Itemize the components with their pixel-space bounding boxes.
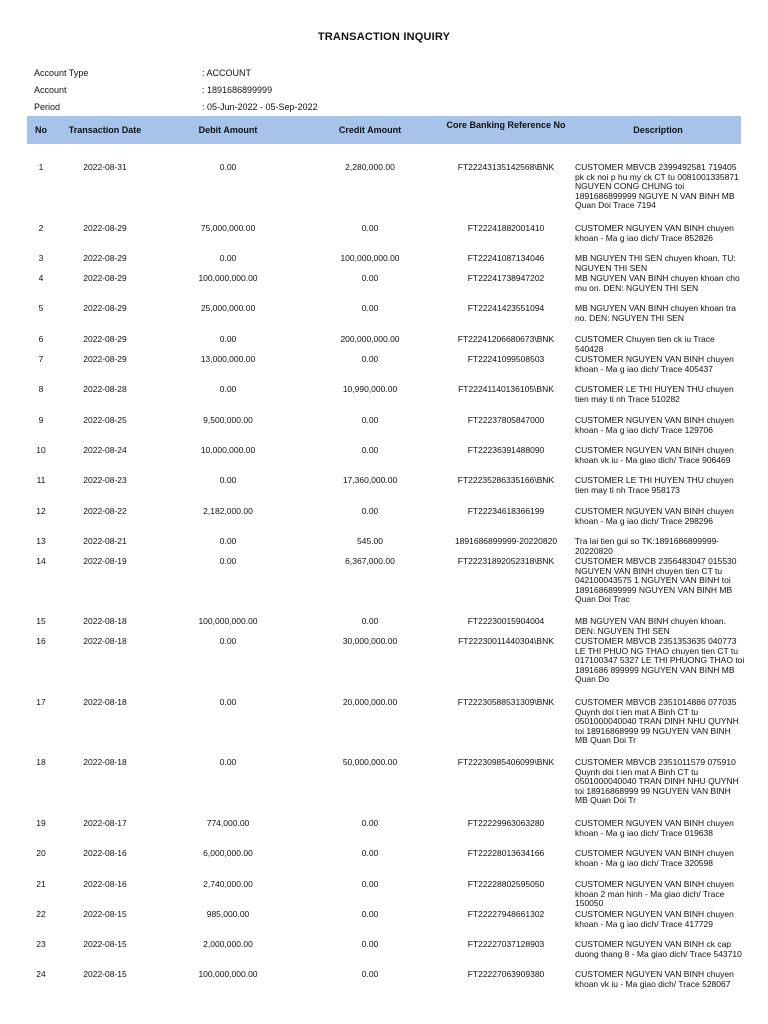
cell-credit: 0.00 (361, 616, 379, 626)
cell-no: 8 (38, 384, 44, 394)
cell-debit: 0.00 (219, 536, 237, 546)
cell-no: 16 (36, 636, 46, 646)
cell-debit: 985,000.00 (206, 909, 250, 919)
cell-no: 17 (36, 697, 46, 707)
cell-credit: 6,367,000.00 (345, 556, 395, 566)
cell-credit: 0.00 (361, 848, 379, 858)
cell-no: 10 (36, 445, 46, 455)
cell-date: 2022-08-15 (83, 939, 127, 949)
table-header (27, 116, 741, 144)
cell-credit: 0.00 (361, 939, 379, 949)
cell-no: 7 (38, 354, 44, 364)
header-desc: Description (633, 125, 683, 135)
cell-no: 21 (36, 879, 46, 889)
cell-ref: FT22241099508503 (467, 354, 545, 364)
cell-date: 2022-08-18 (83, 757, 127, 767)
cell-credit: 545.00 (357, 536, 383, 546)
cell-ref: FT22227948661302 (467, 909, 545, 919)
cell-desc: CUSTOMER NGUYEN VAN BINH ck cap duong thang 8 - Ma giao dich/ Trace 543710 (575, 939, 742, 959)
cell-ref: FT22241087134046 (467, 253, 545, 263)
cell-ref: FT22237805847000 (467, 415, 545, 425)
cell-no: 14 (36, 556, 46, 566)
cell-ref: FT22243135142568\BNK (457, 162, 555, 172)
cell-credit: 0.00 (361, 415, 379, 425)
meta-value: : 05-Jun-2022 - 05-Sep-2022 (202, 102, 318, 112)
cell-credit: 0.00 (361, 445, 379, 455)
cell-desc: CUSTOMER MBVCB 2356483047 015530 NGUYEN VAN BINH chuyen tien CT tu 042100043575 1 NGUYEN VAN BINH toi 1891686899999 NGUYEN VAN BINH MB Quan Doi Trac (575, 556, 737, 605)
cell-debit: 25,000,000.00 (200, 303, 256, 313)
cell-desc: CUSTOMER MBVCB 2399492581 719405 pk ck noi p hu my ck CT tu 0081001335871 NGUYEN CONG CHUNG toi 1891686899999 NGUYE N VAN BINH MB Quan Doi Trace 7194 (575, 162, 739, 211)
cell-ref: FT22229963063280 (467, 818, 545, 828)
cell-debit: 6,000,000.00 (203, 848, 253, 858)
cell-credit: 0.00 (361, 273, 379, 283)
cell-ref: FT22230011440304\BNK (458, 636, 554, 646)
cell-ref: FT22230985406099\BNK (457, 757, 555, 767)
cell-no: 3 (38, 253, 44, 263)
cell-desc: CUSTOMER MBVCB 2351353635 040773 LE THI PHUO NG THAO chuyen tien CT tu 017100347 5327 LE THI PHUONG THAO toi 1891686 899999 NGUYEN VAN BINH MB Quan Do (575, 636, 745, 685)
cell-ref: FT22234618366199 (467, 506, 545, 516)
cell-no: 9 (38, 415, 44, 425)
cell-ref: FT22227037128903 (467, 939, 545, 949)
cell-no: 2 (38, 223, 44, 233)
cell-date: 2022-08-28 (83, 384, 127, 394)
header-no: No (35, 125, 47, 135)
cell-date: 2022-08-29 (83, 334, 127, 344)
cell-ref: 1891686899999-20220820 (454, 536, 558, 546)
cell-debit: 2,740,000.00 (203, 879, 253, 889)
cell-desc: CUSTOMER NGUYEN VAN BINH chuyen khoan vk iu - Ma giao dich/ Trace 528067 (575, 969, 734, 989)
cell-date: 2022-08-18 (83, 616, 127, 626)
cell-debit: 2,000,000.00 (203, 939, 253, 949)
cell-credit: 0.00 (361, 354, 379, 364)
cell-debit: 75,000,000.00 (200, 223, 256, 233)
cell-debit: 100,000,000.00 (198, 616, 258, 626)
cell-date: 2022-08-24 (83, 445, 127, 455)
cell-desc: CUSTOMER MBVCB 2351014886 077035 Quynh doi t ien mat A Binh CT tu 0501000040040 TRAN DINH NHU QUYNH toi 18916868999 99 NGUYEN VAN BINH MB Quan Doi Tr (575, 697, 739, 746)
cell-debit: 0.00 (219, 757, 237, 767)
cell-credit: 200,000,000.00 (340, 334, 400, 344)
cell-date: 2022-08-22 (83, 506, 127, 516)
cell-desc: CUSTOMER NGUYEN VAN BINH chuyen khoan - Ma g iao dich/ Trace 417729 (575, 909, 734, 929)
cell-desc: CUSTOMER LE THI HUYEN THU chuyen tien may ti nh Trace 510282 (575, 384, 734, 404)
cell-desc: MB NGUYEN VAN BINH chuyen khoan cho mu on. DEN: NGUYEN THI SEN (575, 273, 740, 293)
cell-debit: 13,000,000.00 (200, 354, 256, 364)
cell-debit: 0.00 (219, 162, 237, 172)
cell-credit: 2,280,000.00 (345, 162, 395, 172)
cell-credit: 0.00 (361, 506, 379, 516)
cell-debit: 10,000,000.00 (200, 445, 256, 455)
cell-credit: 0.00 (361, 909, 379, 919)
cell-credit: 20,000,000.00 (342, 697, 398, 707)
cell-date: 2022-08-29 (83, 303, 127, 313)
cell-ref: FT22241882001410 (467, 223, 545, 233)
cell-no: 23 (36, 939, 46, 949)
cell-debit: 100,000,000.00 (198, 273, 258, 283)
cell-debit: 0.00 (219, 636, 237, 646)
cell-desc: CUSTOMER NGUYEN VAN BINH chuyen khoan - Ma g iao dich/ Trace 019638 (575, 818, 734, 838)
cell-no: 19 (36, 818, 46, 828)
cell-date: 2022-08-29 (83, 273, 127, 283)
cell-debit: 0.00 (219, 384, 237, 394)
cell-debit: 774,000.00 (206, 818, 250, 828)
cell-date: 2022-08-16 (83, 879, 127, 889)
cell-ref: FT22241738947202 (467, 273, 545, 283)
cell-desc: MB NGUYEN VAN BINH chuyen khoan tra no. DEN: NGUYEN THI SEN (575, 303, 736, 323)
cell-debit: 0.00 (219, 334, 237, 344)
cell-ref: FT22227063909380 (467, 969, 545, 979)
cell-credit: 30,000,000.00 (342, 636, 398, 646)
cell-no: 15 (36, 616, 46, 626)
meta-label: Account Type (34, 68, 89, 78)
cell-no: 22 (36, 909, 46, 919)
cell-desc: MB NGUYEN VAN BINH chuyen khoan. DEN: NGUYEN THI SEN (575, 616, 727, 636)
header-credit: Credit Amount (338, 125, 402, 135)
cell-credit: 0.00 (361, 223, 379, 233)
cell-date: 2022-08-18 (83, 697, 127, 707)
cell-ref: FT22230588531309\BNK (457, 697, 555, 707)
cell-ref: FT22236391488090 (467, 445, 545, 455)
cell-ref: FT22230015904004 (467, 616, 545, 626)
header-ref: Core Banking Reference No (446, 120, 566, 130)
cell-debit: 0.00 (219, 253, 237, 263)
header-debit: Debit Amount (198, 125, 258, 135)
cell-date: 2022-08-25 (83, 415, 127, 425)
cell-debit: 100,000,000.00 (198, 969, 258, 979)
cell-desc: CUSTOMER NGUYEN VAN BINH chuyen khoan - Ma g iao dich/ Trace 405437 (575, 354, 734, 374)
cell-debit: 0.00 (219, 697, 237, 707)
cell-desc: CUSTOMER Chuyen tien ck iu Trace 540428 (575, 334, 715, 354)
cell-desc: CUSTOMER NGUYEN VAN BINH chuyen khoan vk iu - Ma giao dich/ Trace 906469 (575, 445, 734, 465)
cell-desc: CUSTOMER NGUYEN VAN BINH chuyen khoan - Ma g iao dich/ Trace 320598 (575, 848, 734, 868)
cell-debit: 2,182,000.00 (203, 506, 253, 516)
cell-credit: 0.00 (361, 303, 379, 313)
cell-no: 6 (38, 334, 44, 344)
cell-date: 2022-08-31 (83, 162, 127, 172)
cell-credit: 100,000,000.00 (340, 253, 400, 263)
cell-credit: 0.00 (361, 879, 379, 889)
cell-date: 2022-08-18 (83, 636, 127, 646)
cell-credit: 0.00 (361, 969, 379, 979)
cell-no: 18 (36, 757, 46, 767)
cell-no: 11 (36, 475, 46, 485)
cell-date: 2022-08-29 (83, 354, 127, 364)
cell-desc: CUSTOMER MBVCB 2351011579 075910 Quynh doi t ien mat A Binh CT tu 0501000040040 TRAN DINH NHU QUYNH toi 18916868999 99 NGUYEN VAN BINH MB Quan Doi Tr (575, 757, 739, 806)
cell-desc: CUSTOMER NGUYEN VAN BINH chuyen khoan 2 man hinh - Ma giao dich/ Trace 150050 (575, 879, 734, 909)
header-date: Transaction Date (68, 125, 142, 135)
cell-desc: CUSTOMER LE THI HUYEN THU chuyen tien may ti nh Trace 958173 (575, 475, 734, 495)
meta-value: : 1891686899999 (202, 85, 273, 95)
cell-ref: FT22241140136105\BNK (458, 384, 554, 394)
page-title: TRANSACTION INQUIRY (317, 31, 451, 43)
cell-debit: 9,500,000.00 (203, 415, 253, 425)
cell-no: 5 (38, 303, 44, 313)
cell-no: 1 (38, 162, 44, 172)
cell-ref: FT22235286335166\BNK (457, 475, 555, 485)
cell-ref: FT22241423551094 (467, 303, 545, 313)
cell-desc: CUSTOMER NGUYEN VAN BINH chuyen khoan - Ma g iao dich/ Trace 298296 (575, 506, 734, 526)
cell-desc: CUSTOMER NGUYEN VAN BINH chuyen khoan - Ma g iao dich/ Trace 129706 (575, 415, 734, 435)
cell-date: 2022-08-15 (83, 909, 127, 919)
cell-date: 2022-08-16 (83, 848, 127, 858)
cell-desc: Tra lai tien gui so TK:1891686899999-20220820 (575, 536, 720, 556)
cell-debit: 0.00 (219, 556, 237, 566)
cell-desc: MB NGUYEN THI SEN chuyen khoan. TU: NGUYEN THI SEN (575, 253, 736, 273)
cell-credit: 17,360,000.00 (342, 475, 398, 485)
cell-debit: 0.00 (219, 475, 237, 485)
cell-desc: CUSTOMER NGUYEN VAN BINH chuyen khoan - Ma g iao dich/ Trace 852826 (575, 223, 734, 243)
cell-no: 20 (36, 848, 46, 858)
meta-value: : ACCOUNT (202, 68, 252, 78)
cell-date: 2022-08-21 (83, 536, 127, 546)
cell-date: 2022-08-15 (83, 969, 127, 979)
cell-no: 13 (36, 536, 46, 546)
meta-label: Period (34, 102, 61, 112)
cell-date: 2022-08-23 (83, 475, 127, 485)
cell-credit: 10,990,000.00 (342, 384, 398, 394)
cell-credit: 0.00 (361, 818, 379, 828)
cell-ref: FT22228802595050 (467, 879, 545, 889)
cell-no: 12 (36, 506, 46, 516)
cell-date: 2022-08-29 (83, 223, 127, 233)
cell-ref: FT22228013634166 (467, 848, 545, 858)
cell-credit: 50,000,000.00 (342, 757, 398, 767)
cell-ref: FT22241206680673\BNK (457, 334, 555, 344)
meta-label: Account (34, 85, 67, 95)
cell-no: 4 (38, 273, 44, 283)
cell-date: 2022-08-17 (83, 818, 127, 828)
cell-ref: FT22231892052318\BNK (457, 556, 555, 566)
cell-date: 2022-08-19 (83, 556, 127, 566)
cell-date: 2022-08-29 (83, 253, 127, 263)
cell-no: 24 (36, 969, 46, 979)
